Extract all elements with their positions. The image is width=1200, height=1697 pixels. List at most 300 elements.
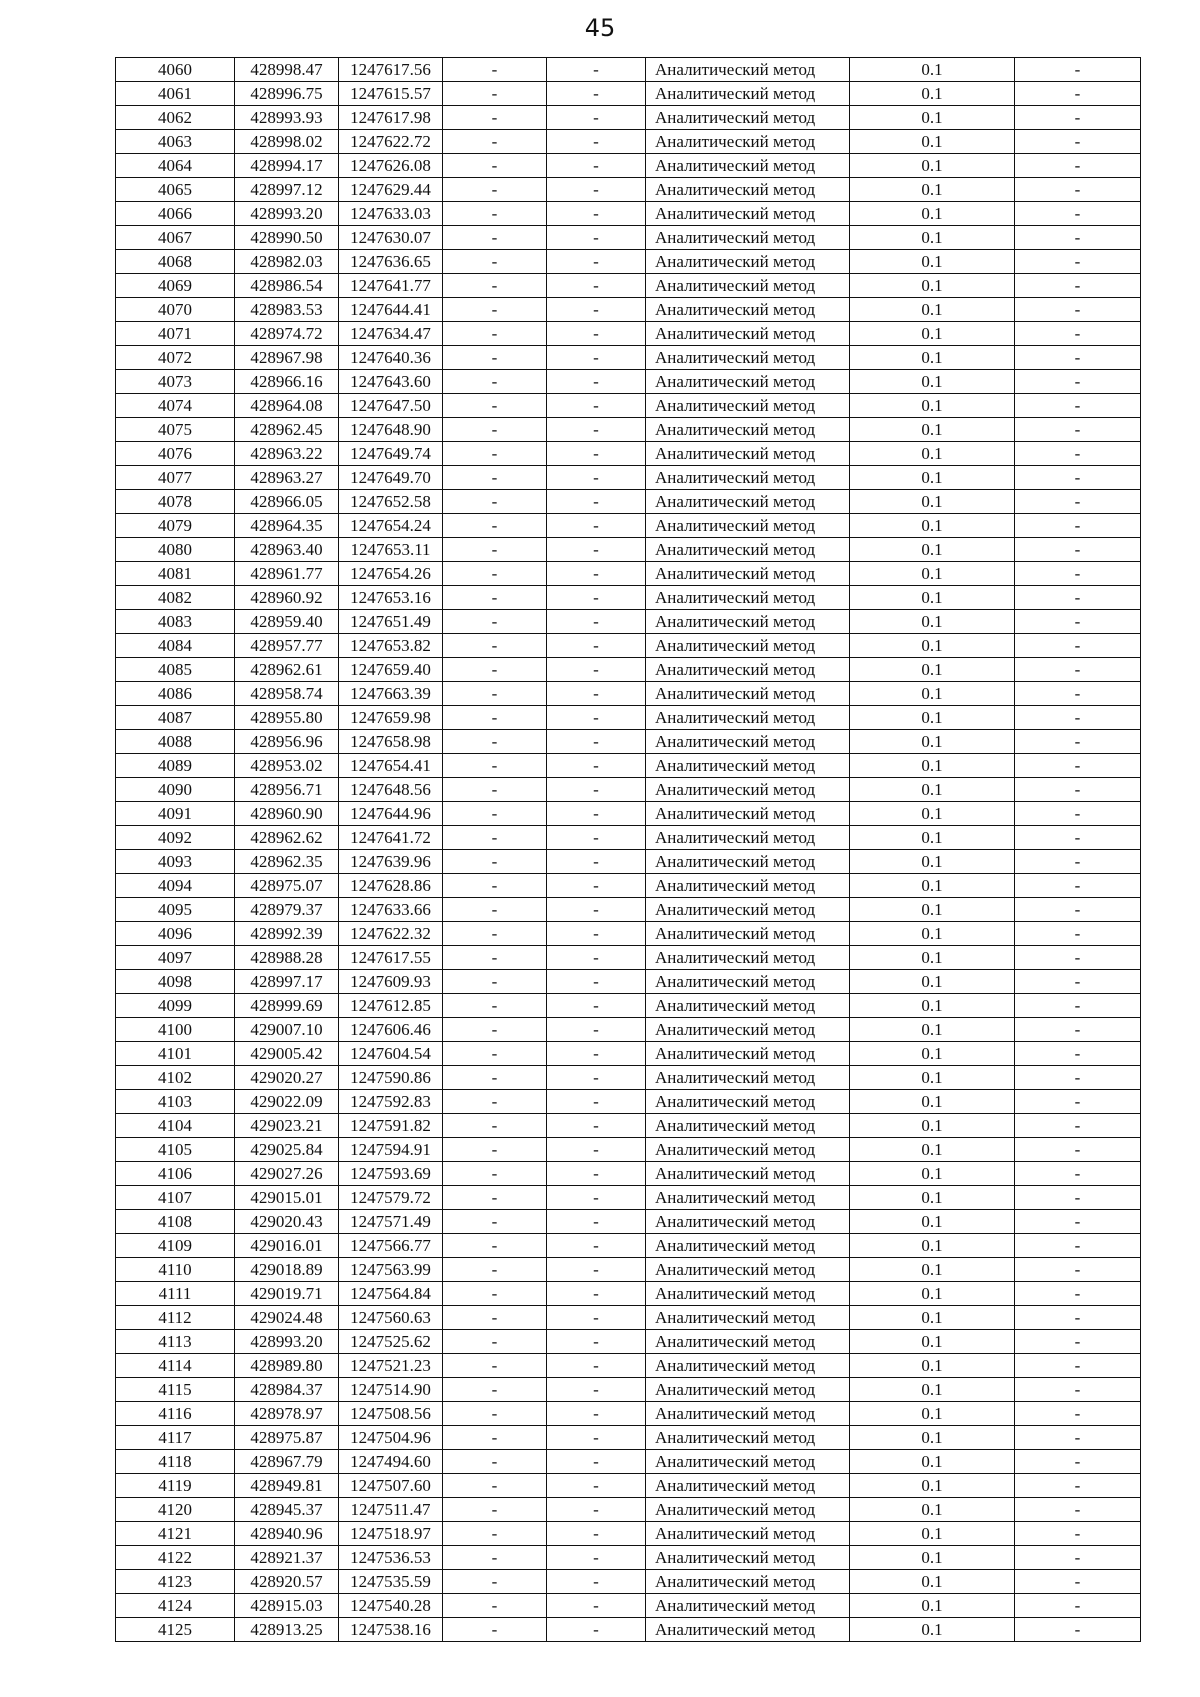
table-row [116,106,1141,130]
table-row [116,466,1141,490]
table-row [116,1570,1141,1594]
point-number-cell: 4093 [116,850,235,874]
accuracy-cell: 0.1 [850,1186,1015,1210]
dash-cell: - [443,1186,547,1210]
method-cell: Аналитический метод [646,82,850,106]
dash-cell: - [443,586,547,610]
y-coordinate-cell: 1247617.56 [339,58,443,82]
dash-cell: - [1015,850,1141,874]
y-coordinate-cell: 1247606.46 [339,1018,443,1042]
table-row [116,706,1141,730]
dash-cell: - [1015,1186,1141,1210]
point-number-cell: 4096 [116,922,235,946]
table-row [116,1402,1141,1426]
y-coordinate-cell: 1247653.16 [339,586,443,610]
method-cell: Аналитический метод [646,850,850,874]
point-number-cell: 4111 [116,1282,235,1306]
accuracy-cell: 0.1 [850,850,1015,874]
dash-cell: - [547,898,646,922]
table-row [116,754,1141,778]
dash-cell: - [1015,1426,1141,1450]
table-row [116,394,1141,418]
table-row [116,1258,1141,1282]
y-coordinate-cell: 1247514.90 [339,1378,443,1402]
dash-cell: - [1015,274,1141,298]
point-number-cell: 4076 [116,442,235,466]
dash-cell: - [547,610,646,634]
point-number-cell: 4120 [116,1498,235,1522]
point-number-cell: 4108 [116,1210,235,1234]
point-number-cell: 4112 [116,1306,235,1330]
point-number-cell: 4113 [116,1330,235,1354]
dash-cell: - [443,1066,547,1090]
y-coordinate-cell: 1247658.98 [339,730,443,754]
point-number-cell: 4081 [116,562,235,586]
dash-cell: - [1015,1378,1141,1402]
dash-cell: - [443,874,547,898]
dash-cell: - [1015,898,1141,922]
point-number-cell: 4100 [116,1018,235,1042]
dash-cell: - [443,58,547,82]
point-number-cell: 4062 [116,106,235,130]
x-coordinate-cell: 428975.07 [235,874,339,898]
x-coordinate-cell: 429025.84 [235,1138,339,1162]
y-coordinate-cell: 1247592.83 [339,1090,443,1114]
accuracy-cell: 0.1 [850,946,1015,970]
table-row [116,1450,1141,1474]
table-row [116,802,1141,826]
method-cell: Аналитический метод [646,1234,850,1258]
y-coordinate-cell: 1247604.54 [339,1042,443,1066]
x-coordinate-cell: 428913.25 [235,1618,339,1642]
accuracy-cell: 0.1 [850,1234,1015,1258]
dash-cell: - [547,226,646,250]
point-number-cell: 4090 [116,778,235,802]
method-cell: Аналитический метод [646,730,850,754]
accuracy-cell: 0.1 [850,610,1015,634]
point-number-cell: 4078 [116,490,235,514]
method-cell: Аналитический метод [646,1546,850,1570]
dash-cell: - [1015,730,1141,754]
dash-cell: - [443,994,547,1018]
dash-cell: - [547,826,646,850]
dash-cell: - [547,682,646,706]
method-cell: Аналитический метод [646,1570,850,1594]
x-coordinate-cell: 428988.28 [235,946,339,970]
dash-cell: - [547,1138,646,1162]
point-number-cell: 4123 [116,1570,235,1594]
x-coordinate-cell: 428982.03 [235,250,339,274]
dash-cell: - [443,226,547,250]
table-row [116,202,1141,226]
dash-cell: - [443,610,547,634]
table-row [116,1210,1141,1234]
point-number-cell: 4094 [116,874,235,898]
x-coordinate-cell: 428998.02 [235,130,339,154]
dash-cell: - [547,946,646,970]
table-row [116,154,1141,178]
method-cell: Аналитический метод [646,178,850,202]
y-coordinate-cell: 1247636.65 [339,250,443,274]
dash-cell: - [1015,1354,1141,1378]
table-row [116,418,1141,442]
accuracy-cell: 0.1 [850,634,1015,658]
point-number-cell: 4060 [116,58,235,82]
accuracy-cell: 0.1 [850,706,1015,730]
table-row [116,490,1141,514]
dash-cell: - [443,490,547,514]
y-coordinate-cell: 1247649.74 [339,442,443,466]
accuracy-cell: 0.1 [850,1210,1015,1234]
dash-cell: - [1015,1042,1141,1066]
method-cell: Аналитический метод [646,1354,850,1378]
method-cell: Аналитический метод [646,754,850,778]
accuracy-cell: 0.1 [850,226,1015,250]
dash-cell: - [1015,754,1141,778]
x-coordinate-cell: 428967.79 [235,1450,339,1474]
table-row [116,1378,1141,1402]
point-number-cell: 4089 [116,754,235,778]
x-coordinate-cell: 428986.54 [235,274,339,298]
x-coordinate-cell: 429023.21 [235,1114,339,1138]
table-row [116,1474,1141,1498]
dash-cell: - [1015,250,1141,274]
method-cell: Аналитический метод [646,898,850,922]
table-row [116,826,1141,850]
point-number-cell: 4107 [116,1186,235,1210]
x-coordinate-cell: 428983.53 [235,298,339,322]
table-row [116,874,1141,898]
y-coordinate-cell: 1247560.63 [339,1306,443,1330]
x-coordinate-cell: 429022.09 [235,1090,339,1114]
dash-cell: - [1015,778,1141,802]
table-row [116,1330,1141,1354]
table-row [116,1114,1141,1138]
table-row [116,322,1141,346]
method-cell: Аналитический метод [646,1210,850,1234]
y-coordinate-cell: 1247521.23 [339,1354,443,1378]
x-coordinate-cell: 428957.77 [235,634,339,658]
point-number-cell: 4067 [116,226,235,250]
dash-cell: - [1015,1258,1141,1282]
method-cell: Аналитический метод [646,202,850,226]
dash-cell: - [443,394,547,418]
dash-cell: - [547,1066,646,1090]
table-row [116,778,1141,802]
dash-cell: - [1015,610,1141,634]
accuracy-cell: 0.1 [850,442,1015,466]
accuracy-cell: 0.1 [850,994,1015,1018]
x-coordinate-cell: 428996.75 [235,82,339,106]
method-cell: Аналитический метод [646,154,850,178]
method-cell: Аналитический метод [646,826,850,850]
table-row [116,1522,1141,1546]
dash-cell: - [1015,658,1141,682]
accuracy-cell: 0.1 [850,418,1015,442]
y-coordinate-cell: 1247540.28 [339,1594,443,1618]
point-number-cell: 4077 [116,466,235,490]
method-cell: Аналитический метод [646,1282,850,1306]
dash-cell: - [547,250,646,274]
point-number-cell: 4088 [116,730,235,754]
point-number-cell: 4119 [116,1474,235,1498]
point-number-cell: 4105 [116,1138,235,1162]
point-number-cell: 4069 [116,274,235,298]
method-cell: Аналитический метод [646,1042,850,1066]
x-coordinate-cell: 428962.62 [235,826,339,850]
accuracy-cell: 0.1 [850,1618,1015,1642]
method-cell: Аналитический метод [646,1474,850,1498]
dash-cell: - [547,1378,646,1402]
dash-cell: - [547,274,646,298]
method-cell: Аналитический метод [646,58,850,82]
point-number-cell: 4084 [116,634,235,658]
y-coordinate-cell: 1247641.77 [339,274,443,298]
method-cell: Аналитический метод [646,706,850,730]
accuracy-cell: 0.1 [850,58,1015,82]
dash-cell: - [1015,298,1141,322]
point-number-cell: 4079 [116,514,235,538]
accuracy-cell: 0.1 [850,298,1015,322]
accuracy-cell: 0.1 [850,1282,1015,1306]
dash-cell: - [547,202,646,226]
accuracy-cell: 0.1 [850,490,1015,514]
accuracy-cell: 0.1 [850,1066,1015,1090]
dash-cell: - [443,850,547,874]
point-number-cell: 4118 [116,1450,235,1474]
point-number-cell: 4080 [116,538,235,562]
method-cell: Аналитический метод [646,658,850,682]
x-coordinate-cell: 428920.57 [235,1570,339,1594]
method-cell: Аналитический метод [646,1258,850,1282]
dash-cell: - [1015,706,1141,730]
dash-cell: - [547,1090,646,1114]
y-coordinate-cell: 1247644.41 [339,298,443,322]
dash-cell: - [443,82,547,106]
x-coordinate-cell: 428956.96 [235,730,339,754]
dash-cell: - [443,1258,547,1282]
dash-cell: - [547,754,646,778]
dash-cell: - [547,1162,646,1186]
point-number-cell: 4116 [116,1402,235,1426]
dash-cell: - [1015,1498,1141,1522]
accuracy-cell: 0.1 [850,1426,1015,1450]
dash-cell: - [1015,634,1141,658]
x-coordinate-cell: 428921.37 [235,1546,339,1570]
y-coordinate-cell: 1247653.82 [339,634,443,658]
method-cell: Аналитический метод [646,1090,850,1114]
accuracy-cell: 0.1 [850,682,1015,706]
dash-cell: - [1015,562,1141,586]
method-cell: Аналитический метод [646,226,850,250]
accuracy-cell: 0.1 [850,1450,1015,1474]
accuracy-cell: 0.1 [850,1378,1015,1402]
point-number-cell: 4114 [116,1354,235,1378]
table-row [116,346,1141,370]
accuracy-cell: 0.1 [850,202,1015,226]
y-coordinate-cell: 1247566.77 [339,1234,443,1258]
method-cell: Аналитический метод [646,394,850,418]
y-coordinate-cell: 1247643.60 [339,370,443,394]
x-coordinate-cell: 429027.26 [235,1162,339,1186]
dash-cell: - [1015,946,1141,970]
dash-cell: - [443,1450,547,1474]
accuracy-cell: 0.1 [850,730,1015,754]
y-coordinate-cell: 1247639.96 [339,850,443,874]
x-coordinate-cell: 428990.50 [235,226,339,250]
table-row [116,682,1141,706]
accuracy-cell: 0.1 [850,178,1015,202]
coordinates-table [115,57,1141,1642]
accuracy-cell: 0.1 [850,130,1015,154]
dash-cell: - [443,1162,547,1186]
x-coordinate-cell: 428992.39 [235,922,339,946]
method-cell: Аналитический метод [646,346,850,370]
x-coordinate-cell: 428997.12 [235,178,339,202]
accuracy-cell: 0.1 [850,82,1015,106]
point-number-cell: 4086 [116,682,235,706]
dash-cell: - [443,346,547,370]
dash-cell: - [547,1042,646,1066]
dash-cell: - [547,538,646,562]
accuracy-cell: 0.1 [850,322,1015,346]
method-cell: Аналитический метод [646,994,850,1018]
point-number-cell: 4066 [116,202,235,226]
dash-cell: - [1015,418,1141,442]
dash-cell: - [1015,82,1141,106]
table-body [116,58,1141,1642]
point-number-cell: 4095 [116,898,235,922]
y-coordinate-cell: 1247648.90 [339,418,443,442]
dash-cell: - [547,1618,646,1642]
table-row [116,1498,1141,1522]
x-coordinate-cell: 428998.47 [235,58,339,82]
dash-cell: - [443,658,547,682]
table-row [116,442,1141,466]
method-cell: Аналитический метод [646,802,850,826]
dash-cell: - [443,1234,547,1258]
x-coordinate-cell: 428966.16 [235,370,339,394]
y-coordinate-cell: 1247518.97 [339,1522,443,1546]
point-number-cell: 4103 [116,1090,235,1114]
accuracy-cell: 0.1 [850,1546,1015,1570]
y-coordinate-cell: 1247617.98 [339,106,443,130]
dash-cell: - [443,250,547,274]
point-number-cell: 4073 [116,370,235,394]
y-coordinate-cell: 1247617.55 [339,946,443,970]
method-cell: Аналитический метод [646,1162,850,1186]
dash-cell: - [1015,1474,1141,1498]
dash-cell: - [1015,874,1141,898]
dash-cell: - [443,1570,547,1594]
x-coordinate-cell: 428960.92 [235,586,339,610]
x-coordinate-cell: 428979.37 [235,898,339,922]
dash-cell: - [547,1210,646,1234]
point-number-cell: 4064 [116,154,235,178]
method-cell: Аналитический метод [646,1522,850,1546]
dash-cell: - [443,1090,547,1114]
point-number-cell: 4083 [116,610,235,634]
method-cell: Аналитический метод [646,274,850,298]
y-coordinate-cell: 1247630.07 [339,226,443,250]
accuracy-cell: 0.1 [850,370,1015,394]
dash-cell: - [1015,1618,1141,1642]
dash-cell: - [547,418,646,442]
dash-cell: - [547,850,646,874]
dash-cell: - [1015,58,1141,82]
accuracy-cell: 0.1 [850,274,1015,298]
table-row [116,1234,1141,1258]
method-cell: Аналитический метод [646,466,850,490]
accuracy-cell: 0.1 [850,394,1015,418]
dash-cell: - [547,130,646,154]
dash-cell: - [1015,514,1141,538]
method-cell: Аналитический метод [646,1402,850,1426]
table-row [116,1282,1141,1306]
y-coordinate-cell: 1247494.60 [339,1450,443,1474]
y-coordinate-cell: 1247649.70 [339,466,443,490]
point-number-cell: 4110 [116,1258,235,1282]
table-row [116,922,1141,946]
table-row [116,1426,1141,1450]
table-row [116,514,1141,538]
dash-cell: - [1015,1018,1141,1042]
x-coordinate-cell: 429015.01 [235,1186,339,1210]
table-row [116,1018,1141,1042]
x-coordinate-cell: 428915.03 [235,1594,339,1618]
y-coordinate-cell: 1247525.62 [339,1330,443,1354]
dash-cell: - [1015,466,1141,490]
dash-cell: - [1015,1066,1141,1090]
point-number-cell: 4099 [116,994,235,1018]
dash-cell: - [443,442,547,466]
dash-cell: - [1015,1282,1141,1306]
dash-cell: - [443,922,547,946]
dash-cell: - [443,1018,547,1042]
table-row [116,1186,1141,1210]
table-row [116,994,1141,1018]
method-cell: Аналитический метод [646,682,850,706]
dash-cell: - [443,130,547,154]
y-coordinate-cell: 1247659.98 [339,706,443,730]
accuracy-cell: 0.1 [850,1474,1015,1498]
point-number-cell: 4070 [116,298,235,322]
dash-cell: - [547,154,646,178]
x-coordinate-cell: 428962.61 [235,658,339,682]
dash-cell: - [443,1498,547,1522]
dash-cell: - [1015,346,1141,370]
x-coordinate-cell: 428956.71 [235,778,339,802]
method-cell: Аналитический метод [646,1378,850,1402]
dash-cell: - [547,346,646,370]
dash-cell: - [547,178,646,202]
dash-cell: - [547,1546,646,1570]
table-row [116,610,1141,634]
dash-cell: - [1015,994,1141,1018]
accuracy-cell: 0.1 [850,1594,1015,1618]
dash-cell: - [443,1618,547,1642]
table-row [116,1090,1141,1114]
dash-cell: - [443,202,547,226]
table-row [116,1618,1141,1642]
point-number-cell: 4101 [116,1042,235,1066]
accuracy-cell: 0.1 [850,1162,1015,1186]
accuracy-cell: 0.1 [850,1090,1015,1114]
table-row [116,898,1141,922]
dash-cell: - [547,490,646,514]
method-cell: Аналитический метод [646,490,850,514]
dash-cell: - [443,1114,547,1138]
